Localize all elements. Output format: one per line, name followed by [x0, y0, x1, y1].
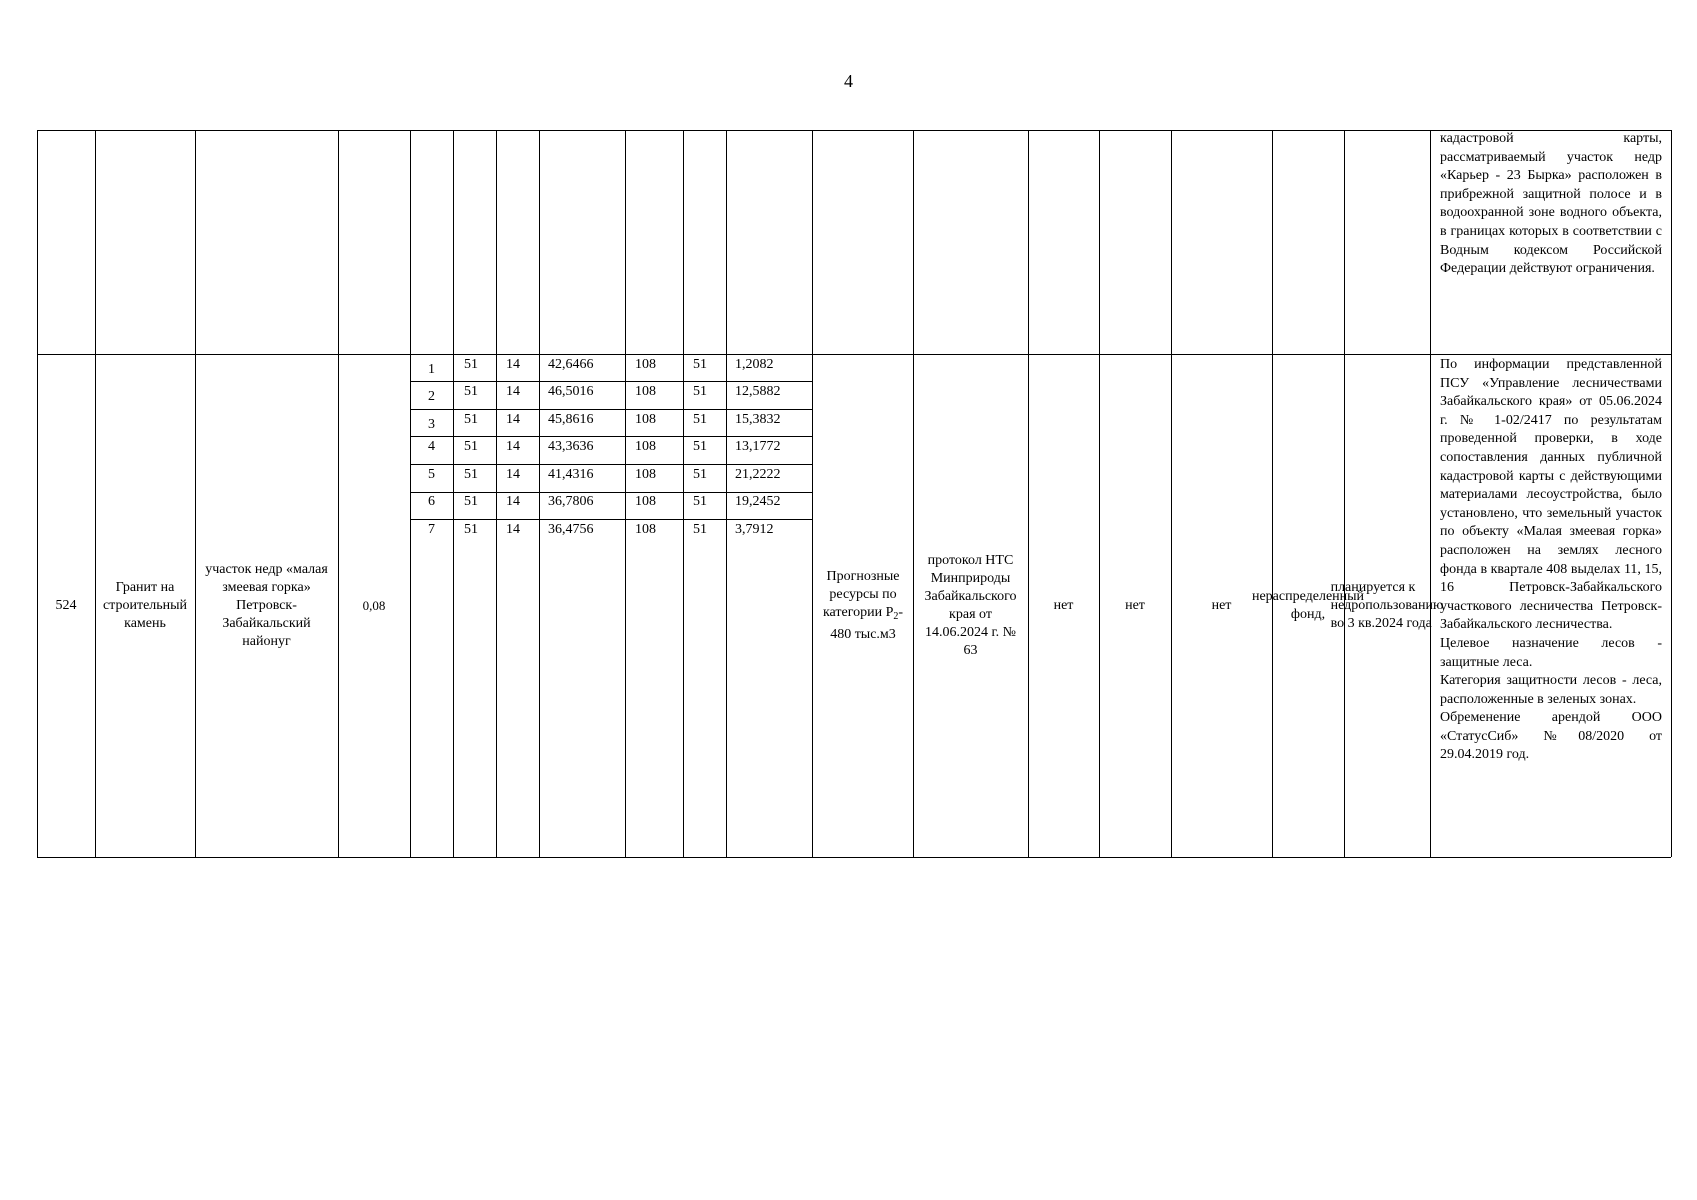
column-line — [1430, 130, 1431, 857]
lon-degrees: 108 — [635, 494, 656, 509]
lat-degrees: 51 — [464, 384, 478, 399]
lon-seconds: 19,2452 — [735, 494, 781, 509]
coordinate-row-line — [410, 381, 812, 382]
forestry-note-p3: Категория защитности лесов - леса, расположенные в зеленых зонах. — [1440, 673, 1662, 707]
point-number: 2 — [428, 389, 435, 404]
forecast-resources — [816, 354, 910, 857]
lon-minutes: 51 — [693, 494, 707, 509]
lon-minutes: 51 — [693, 522, 707, 537]
lat-seconds: 36,4756 — [548, 522, 594, 537]
row-number: 524 — [55, 597, 77, 613]
column-line — [625, 130, 626, 857]
resources-category-label: Прогнозные ресурсы по категории P — [822, 568, 900, 620]
lat-minutes: 14 — [506, 384, 520, 399]
lat-seconds: 46,5016 — [548, 384, 594, 399]
point-number: 6 — [428, 494, 435, 509]
column-line — [683, 130, 684, 857]
lon-seconds: 1,2082 — [735, 357, 774, 372]
coordinate-row-line — [410, 492, 812, 493]
column-line — [95, 130, 96, 857]
lat-minutes: 14 — [506, 439, 520, 454]
coordinate-row-line — [410, 409, 812, 410]
forestry-note-p4: Обременение арендой ООО «СтатусСиб» №08/2020 от 29.04.2019 год. — [1440, 710, 1662, 763]
lat-degrees: 51 — [464, 494, 478, 509]
column-value-c: нет — [1211, 597, 1232, 613]
column-line — [539, 130, 540, 857]
lon-seconds: 13,1772 — [735, 439, 781, 454]
lon-degrees: 108 — [635, 467, 656, 482]
point-number: 5 — [428, 467, 435, 482]
lon-minutes: 51 — [693, 384, 707, 399]
resources-category-index: 2 — [893, 610, 899, 622]
lat-degrees: 51 — [464, 357, 478, 372]
lat-seconds: 41,4316 — [548, 467, 594, 482]
lat-degrees: 51 — [464, 467, 478, 482]
coordinate-row-line — [410, 464, 812, 465]
lon-minutes: 51 — [693, 439, 707, 454]
coordinate-row-line — [410, 436, 812, 437]
mineral-type: Гранит на строительный камень — [102, 579, 188, 631]
table-top-border — [37, 130, 1671, 131]
lon-degrees: 108 — [635, 439, 656, 454]
lat-degrees: 51 — [464, 439, 478, 454]
column-line — [496, 130, 497, 857]
lon-seconds: 12,5882 — [735, 384, 781, 399]
planned-use: планируется к недропользованию во 3 кв.2024 года — [1330, 579, 1444, 631]
lon-degrees: 108 — [635, 384, 656, 399]
lon-seconds: 21,2222 — [735, 467, 781, 482]
lon-degrees: 108 — [635, 522, 656, 537]
column-line — [1272, 130, 1273, 857]
lon-minutes: 51 — [693, 412, 707, 427]
column-line — [1344, 130, 1345, 857]
point-number: 4 — [428, 439, 435, 454]
coordinate-row-line — [410, 519, 812, 520]
point-number: 1 — [428, 362, 435, 377]
lat-minutes: 14 — [506, 467, 520, 482]
resources-amount: - 480 тыс.м3 — [830, 604, 904, 642]
lon-minutes: 51 — [693, 357, 707, 372]
column-line — [1671, 130, 1672, 857]
continued-note — [1440, 130, 1662, 279]
point-number: 7 — [428, 522, 435, 537]
point-number: 3 — [428, 417, 435, 432]
lat-seconds: 42,6466 — [548, 357, 594, 372]
lon-degrees: 108 — [635, 412, 656, 427]
approval-protocol: протокол НТС Минприроды Забайкальского края от 14.06.2024 г. № 63 — [924, 552, 1017, 658]
column-line — [812, 130, 813, 857]
lat-minutes: 14 — [506, 357, 520, 372]
column-value-a: нет — [1053, 597, 1074, 613]
page-number: 4 — [844, 71, 853, 91]
forestry-note-p1: По информации представленной ПСУ «Управление лесничествами Забайкальского края» от 05.06.2024 г. № 1-02/2417 по результатам проведенной проверки, в ходе сопоставления данных публичной кадастровой карты с действующими материалами лесоустройства, было установлено, что земельный участок по объекту «Малая змеевая горка» расположен на землях лесного фонда в квартале 408 выделах 11, 15, 16 Петровск-Забайкальского участкового лесничества Петровск-Забайкальского лесничества. — [1440, 357, 1662, 633]
lat-seconds: 43,3636 — [548, 439, 594, 454]
lat-seconds: 45,8616 — [548, 412, 594, 427]
lat-degrees: 51 — [464, 412, 478, 427]
column-line — [913, 130, 914, 857]
column-line — [195, 130, 196, 857]
forecast-resources-text — [816, 568, 910, 644]
site-name: участок недр «малая змеевая горка» Петровск-Забайкальский найонуг — [205, 561, 328, 649]
forestry-note — [1440, 356, 1662, 765]
column-line — [453, 130, 454, 857]
continued-note-text: кадастровой карты, рассматриваемый участок недр «Карьер - 23 Бырка» расположен в прибрежной защитной полосе и в водоохранной зоне водного объекта, в границах которых в соответствии с Водным кодексом Российской Федерации действуют ограничения. — [1440, 131, 1662, 277]
lat-minutes: 14 — [506, 412, 520, 427]
lon-minutes: 51 — [693, 467, 707, 482]
lat-minutes: 14 — [506, 522, 520, 537]
lat-minutes: 14 — [506, 494, 520, 509]
lat-degrees: 51 — [464, 522, 478, 537]
lon-degrees: 108 — [635, 357, 656, 372]
site-area: 0,08 — [362, 597, 386, 613]
table-bottom-border — [37, 857, 1671, 858]
lon-seconds: 15,3832 — [735, 412, 781, 427]
column-value-b: нет — [1125, 597, 1145, 613]
fund-status: нераспределенный фонд, — [1251, 588, 1365, 622]
lon-seconds: 3,7912 — [735, 522, 774, 537]
forestry-note-p2: Целевое назначение лесов - защитные леса. — [1440, 635, 1662, 670]
column-line — [726, 130, 727, 857]
lat-seconds: 36,7806 — [548, 494, 594, 509]
